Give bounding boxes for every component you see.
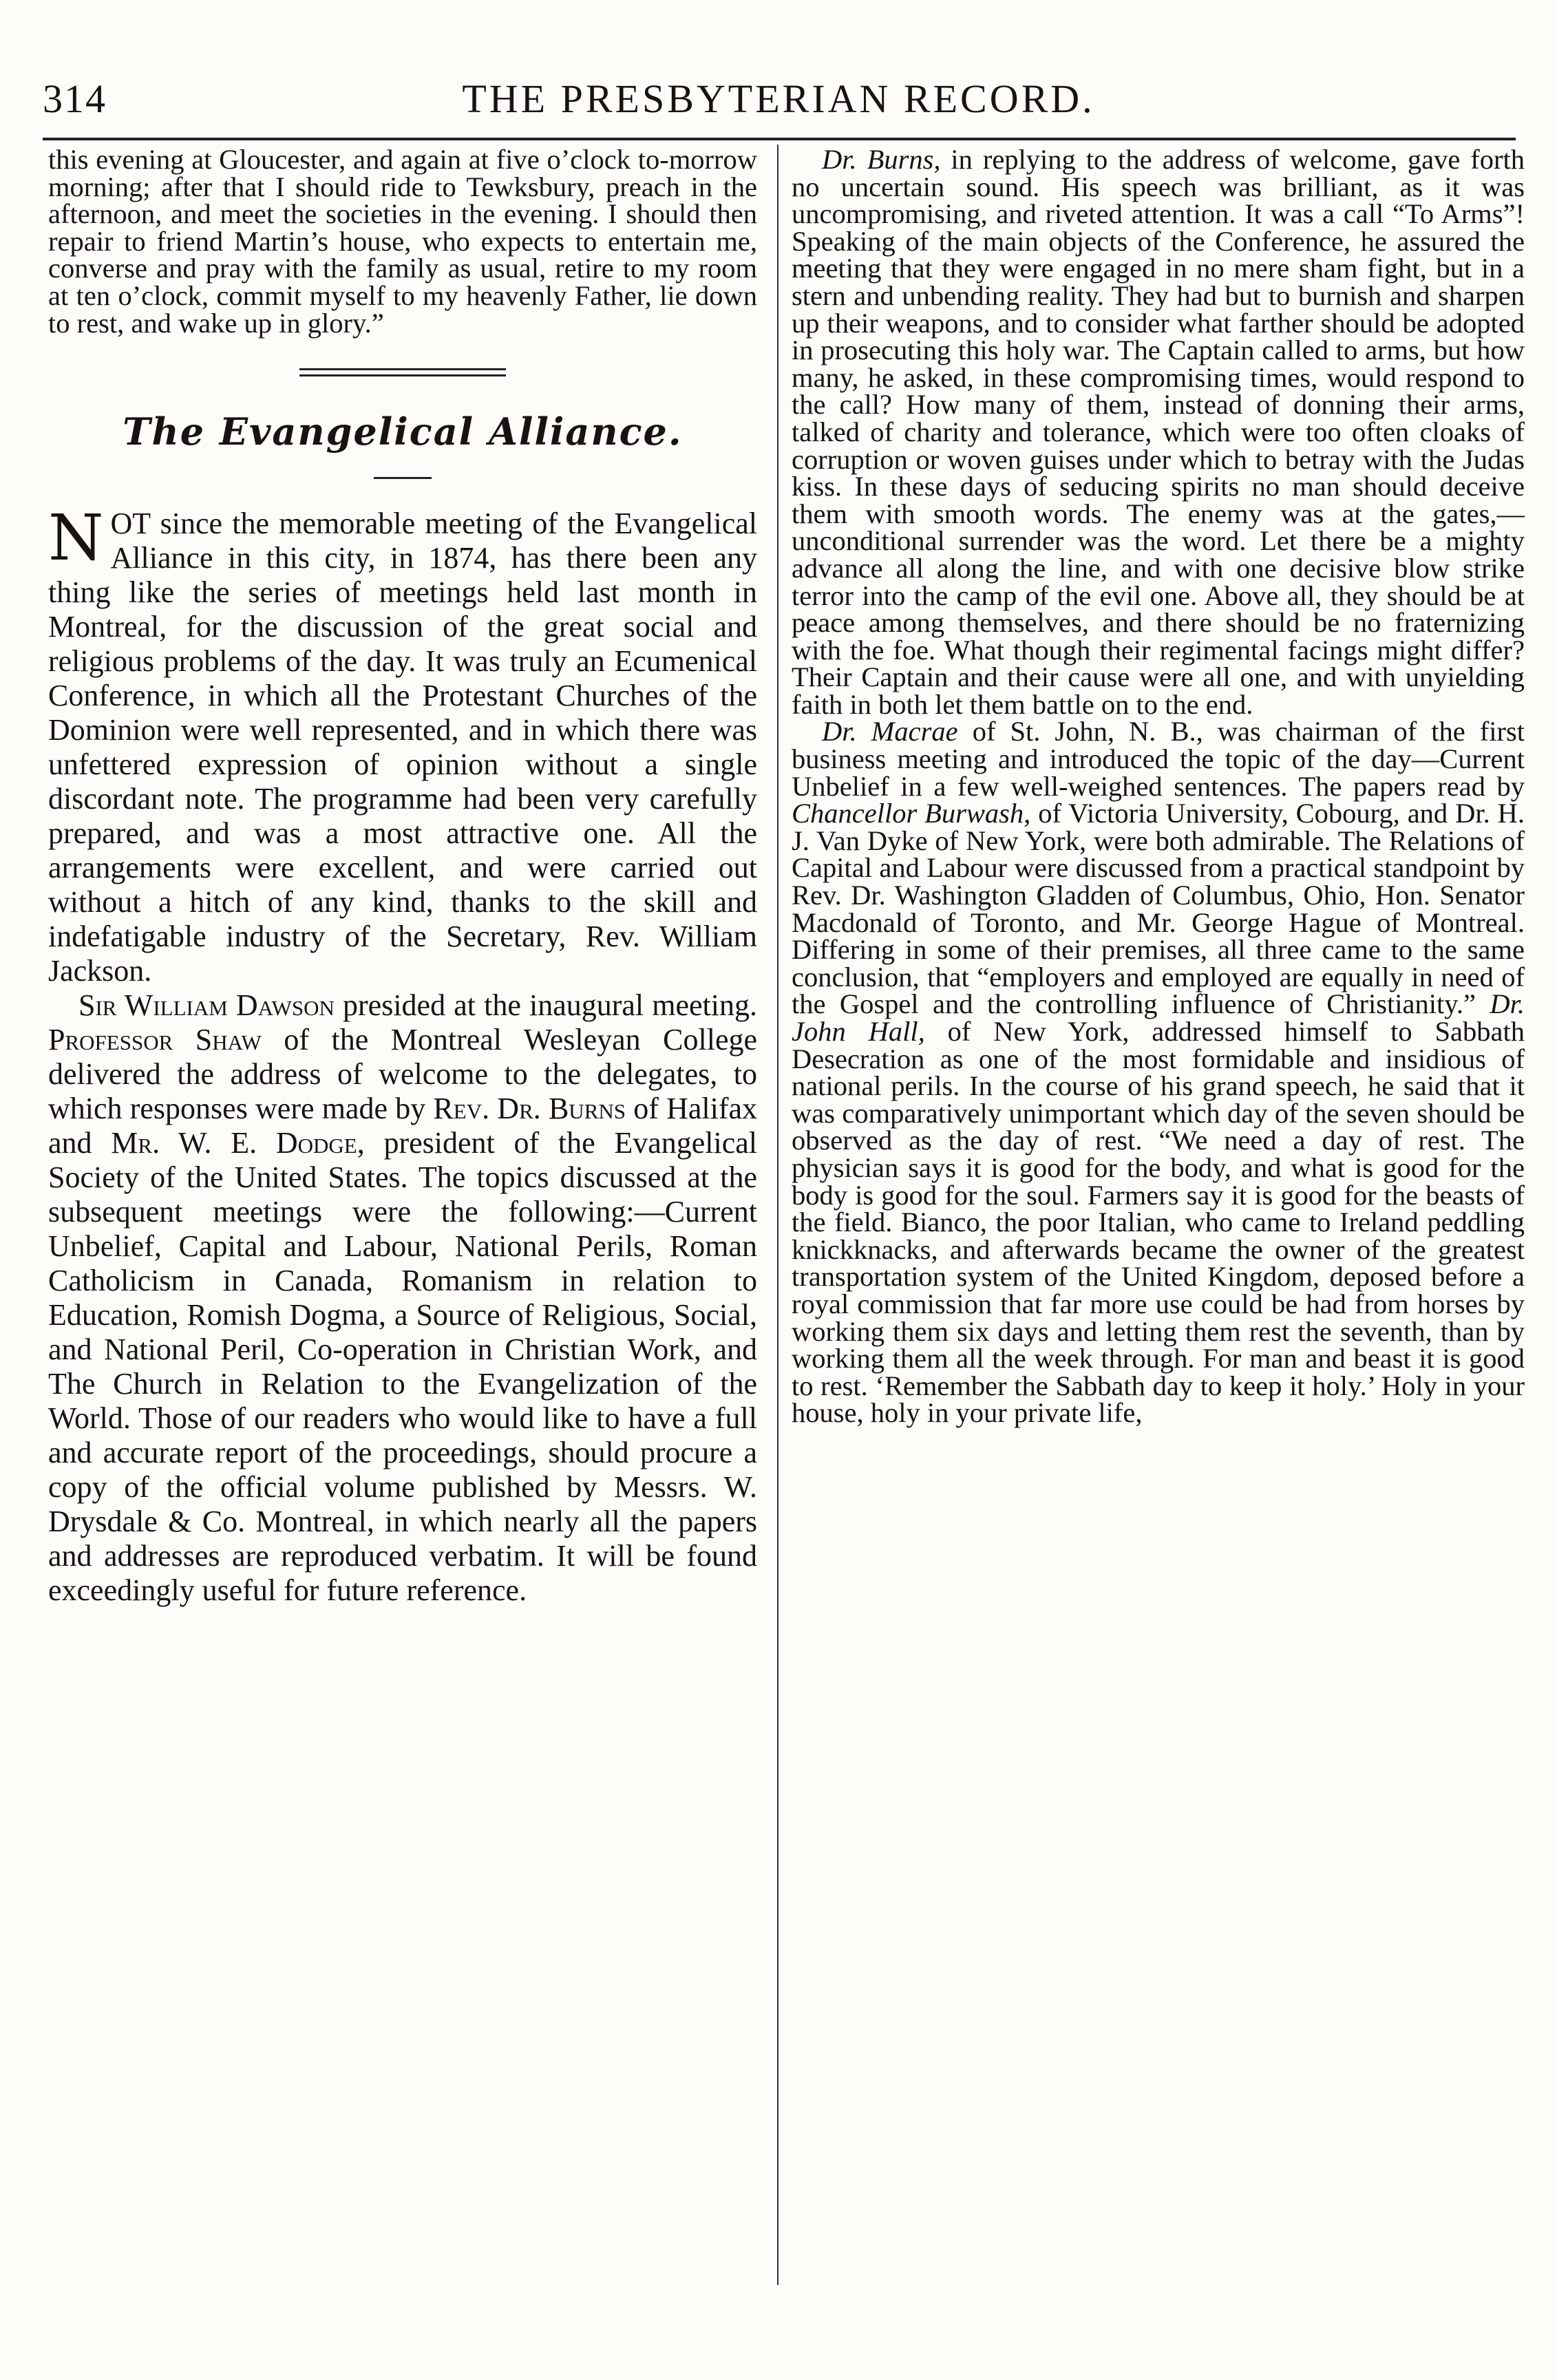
page-number: 314 <box>43 76 107 121</box>
text-dawson-d: , president of the Evangelical Society of the United States. The topics discussed at the subsequent meetings were the following:—Current Unbelief, Capital and Labour, National Perils, Roman Catholicism in Canada, Romanism in relation to Education, Romish Dogma, a Source of Religious, Social, and National Peril, Co-operation in Christian Work, and The Church in Relation to the Evangelization of the World. Those of our readers who would like to have a full and accurate report of the proceedings, should procure a copy of the official volume published by Messrs. W. Drysdale & Co. Montreal, in which nearly all the papers and addresses are reproduced verbatim. It will be found exceedingly useful for future reference. <box>48 1126 758 1608</box>
name-dodge: Mr. W. E. Dodge <box>111 1126 357 1160</box>
name-macrae: Dr. Macrae <box>822 716 958 747</box>
text-macrae-b: of Victoria University, Cobourg, and Dr. H. J. Van Dyke of New York, were both admirable. The Relations of Capital and Labour were discussed from a practical standpoint by Rev. Dr. Washington Gladden of Columbus, Ohio, Hon. Senator Macdonald of Toronto, and Mr. George Hague of Montreal. Differing in some of their premises, all three came to the same conclusion, that “employers and employed are equally in need of the Gospel and the controlling influence of Christianity.” <box>792 798 1525 1020</box>
text-macrae-a: of St. John, N. B., was chairman of the first business meeting and introduced the topic of the day—Current Unbelief in a few well-weighed sentences. The papers read by <box>792 716 1525 802</box>
right-column <box>792 146 1525 1427</box>
text-dawson-b: of the Montreal Wesleyan College delivered the address of welcome to the delegates, to which responses were made by <box>48 1023 758 1126</box>
left-column <box>48 146 757 1608</box>
name-hall: Dr. John Hall, <box>792 988 1525 1047</box>
paragraph-macrae <box>792 716 1525 1429</box>
page-header <box>0 69 1557 131</box>
text-macrae-c: of New York, addressed himself to Sabbath Desecration as one of the most formidable and insidious of national perils. In the course of his grand speech, he said that it was comparatively unimportant which day of the seven should be observed as the day of rest. “We need a day of rest. The physician says it is good for the body, and what is good for the body is good for the soul. Farmers say it is good for the beasts of the field. Bianco, the poor Italian, who came to Ireland peddling knickknacks, and afterwards became the owner of the greatest transportation system of the United Kingdom, deposed before a royal commission that far more use could be had from horses by working them six days and letting them rest the seventh, than by working them all the week through. For man and beast it is good to rest. ‘Remember the Sabbath day to keep it holy.’ Holy in your house, holy in your private life, <box>792 1016 1525 1429</box>
header-rule <box>43 138 1516 140</box>
running-head: THE PRESBYTERIAN RECORD. <box>462 76 1095 121</box>
lead-paragraph-text: OT since the memorable meeting of the Evangelical Alliance in this city, in 1874, has there been any thing like the series of meetings held last month in Montreal, for the discussion of the great social and religious problems of the day. It was truly an Ecumenical Conference, in which all the Protestant Churches of the Dominion were well represented, and in which there was unfettered expression of opinion without a single discordant note. The programme had been very carefully prepared, and was a most attractive one. All the arrangements were excellent, and were carried out without a hitch of any kind, thanks to the skill and indefatigable industry of the Secretary, Rev. William Jackson. <box>48 507 757 988</box>
name-shaw: Professor Shaw <box>48 1023 262 1057</box>
drop-cap: N <box>48 501 104 575</box>
text-burns: in replying to the address of welcome, gave forth no uncertain sound. His speech was brilliant, as it was uncompromising, and riveted attention. It was a call “To Arms”! Speaking of the main objects of the Conference, he assured the meeting that they were engaged in no mere sham fight, but in a stern and unbending reality. They had but to burnish and sharpen up their weapons, and to consider what farther should be adopted in prosecuting this holy war. The Captain called to arms, but how many, he asked, in these compromising times, would respond to the call? How many of them, instead of donning their arms, talked of charity and tolerance, which were too often cloaks of corruption or woven guises under which to betray with the Judas kiss. In these days of seducing spirits no man should deceive them with smooth words. The enemy was at the gates,—unconditional surrender was the word. Let there be a mighty advance all along the line, and with one decisive blow strike terror into the camp of the evil one. Above all, they should be at peace among themselves, and there should be no fraternizing with the foe. What though their regimental facings might differ? Their Captain and their cause were all one, and with unyielding faith in both let them battle on to the end. <box>792 144 1525 720</box>
name-dr-burns: Dr. Burns, <box>822 144 941 175</box>
section-title: The Evangelical Alliance. <box>123 410 683 454</box>
paragraph-burns <box>792 146 1525 718</box>
text-dawson-c: of Halifax and <box>48 1092 758 1160</box>
name-burns: Rev. Dr. Burns <box>433 1092 626 1126</box>
opening-paragraph: this evening at Gloucester, and again at five o’clock to-morrow morning; after that I should ride to Tewksbury, preach in the afternoon, and meet the societies in the evening. I should then repair to friend Martin’s house, who expects to entertain me, converse and pray with the family as usual, retire to my room at ten o’clock, commit myself to my heavenly Father, lie down to rest, and wake up in glory.” <box>48 144 757 339</box>
name-burwash: Chancellor Burwash, <box>792 798 1031 829</box>
title-rule <box>374 477 432 479</box>
column-divider <box>777 145 778 2285</box>
paragraph-dawson <box>48 988 757 1608</box>
section-divider <box>299 368 506 376</box>
name-dawson: Sir William Dawson <box>78 988 335 1023</box>
lead-paragraph <box>48 501 757 988</box>
text-dawson-a: presided at the inaugural meeting. <box>343 988 757 1023</box>
